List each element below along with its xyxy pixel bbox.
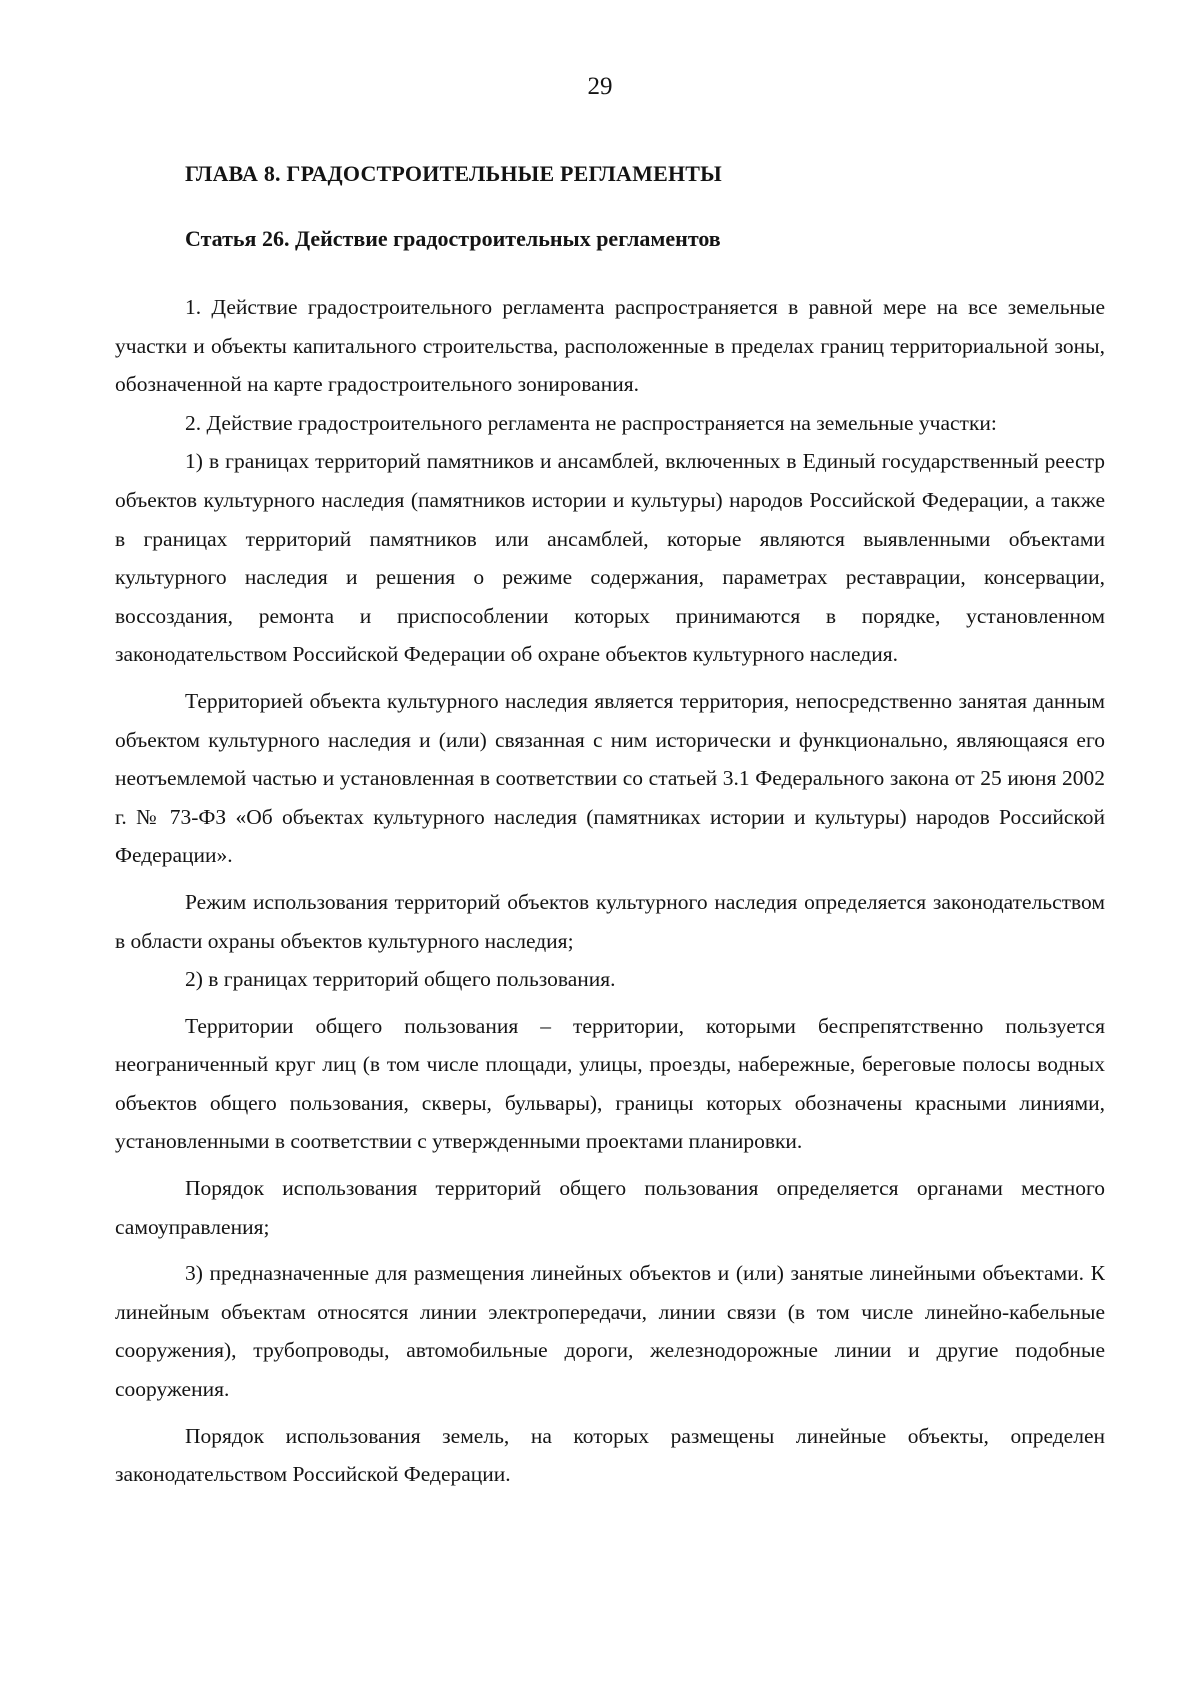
article-title: Статья 26. Действие градостроительных регламентов	[185, 226, 721, 251]
page-number: 29	[587, 73, 613, 100]
paragraph-1: 1. Действие градостроительного регламента распространяется в равной мере на все земельные участки и объекты капитального строительства, расположенные в пределах границ территориальной зоны, обозначенной на карте градостроительного зонирования.	[115, 295, 1105, 397]
paragraph-6: 2) в границах территорий общего пользования.	[185, 967, 616, 992]
paragraph-2: 2. Действие градостроительного регламента не распространяется на земельные участки:	[185, 410, 997, 435]
paragraph-7: Территории общего пользования – территории, которыми беспрепятственно пользуется неограниченный круг лиц (в том числе площади, улицы, проезды, набережные, береговые полосы водных объектов общего пользования, скверы, бульвары), границы которых обозначены красными линиями, установленными в соответствии с утвержденными проектами планировки.	[115, 1013, 1105, 1154]
chapter-title: ГЛАВА 8. ГРАДОСТРОИТЕЛЬНЫЕ РЕГЛАМЕНТЫ	[185, 161, 722, 186]
paragraph-5: Режим использования территорий объектов культурного наследия определяется законодательством в области охраны объектов культурного наследия;	[115, 889, 1105, 953]
paragraph-8: Порядок использования территорий общего пользования определяется органами местного самоуправления;	[115, 1176, 1105, 1239]
paragraph-3: 1) в границах территорий памятников и ансамблей, включенных в Единый государственный реестр объектов культурного наследия (памятников истории и культуры) народов Российской Федерации, а также в границах территорий памятников или ансамблей, которые являются выявленными объектами культурного наследия и решения о режиме содержания, параметрах реставрации, консервации, воссоздания, ремонта и приспособлении которых принимаются в порядке, установленном законодательством Российской Федерации об охране объектов культурного наследия.	[115, 449, 1105, 667]
article-body	[115, 288, 1105, 1494]
paragraph-10: Порядок использования земель, на которых размещены линейные объекты, определен законодательством Российской Федерации.	[115, 1423, 1105, 1487]
paragraph-4: Территорией объекта культурного наследия является территория, непосредственно занятая данным объектом культурного наследия и (или) связанная с ним исторически и функционально, являющаяся его неотъемлемой частью и установленная в соответствии со статьей 3.1 Федерального закона от 25 июня 2002 г. № 73-ФЗ «Об объектах культурного наследия (памятниках истории и культуры) народов Российской Федерации».	[115, 688, 1105, 868]
paragraph-9: 3) предназначенные для размещения линейных объектов и (или) занятые линейными объектами. К линейным объектам относятся линии электропередачи, линии связи (в том числе линейно-кабельные сооружения), трубопроводы, автомобильные дороги, железнодорожные линии и другие подобные сооружения.	[115, 1261, 1105, 1402]
